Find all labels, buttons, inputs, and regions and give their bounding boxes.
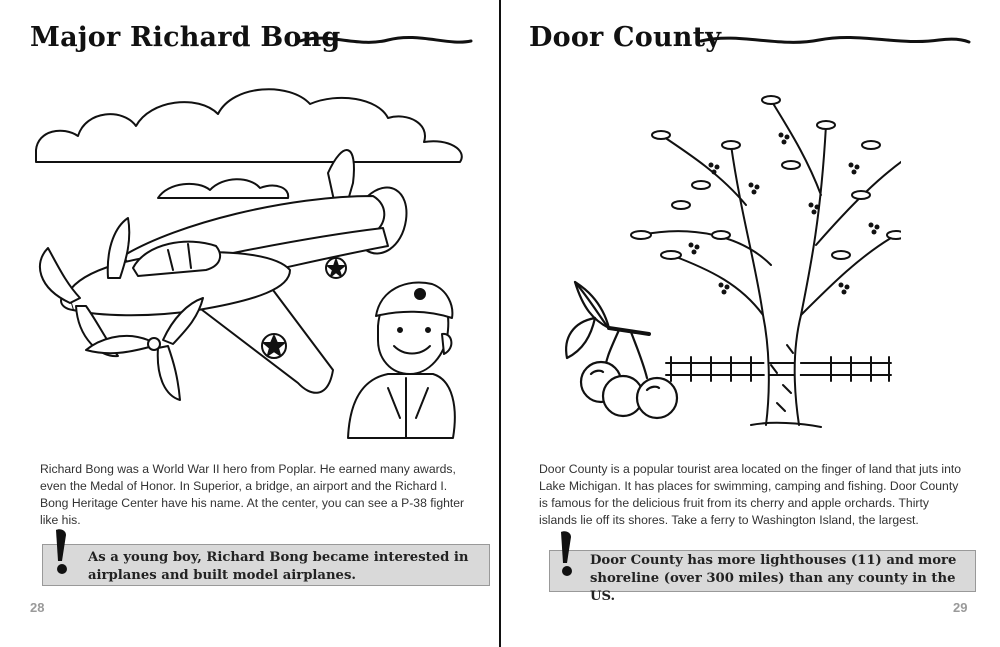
exclamation-icon — [48, 527, 84, 577]
p38-plane-illustration — [28, 78, 478, 443]
page-number-right: 29 — [953, 600, 968, 615]
left-page — [0, 0, 499, 647]
left-page-title: Major Richard Bong — [30, 22, 341, 53]
right-fact-text: Door County has more lighthouses (11) and more shoreline (over 300 miles) than any county in the US. — [590, 553, 957, 604]
title-squiggle — [298, 28, 473, 52]
left-body-text: Richard Bong was a World War II hero from Poplar. He earned many awards, even the Medal of Honor. In Superior, a bridge, an airport and the Richard I. Bong Heritage Center have his name. At the center, you can see a P-38 fighter like his. — [40, 462, 465, 527]
title-squiggle — [699, 28, 971, 52]
left-fact-text: As a young boy, Richard Bong became interested in airplanes and built model airplanes. — [88, 550, 469, 583]
right-body-text: Door County is a popular tourist area located on the finger of land that juts into Lake Michigan. It has places for swimming, camping and fishing. Door County is famous for the delicious fruit from its cherry and apple orchards. Thirty islands lie off its shores. Take a ferry to Washington Island, the largest. — [539, 462, 962, 527]
exclamation-icon — [553, 529, 589, 579]
page-number-left: 28 — [30, 600, 45, 615]
right-page — [501, 0, 1000, 647]
cherries-illustration — [561, 278, 691, 428]
right-page-title: Door County — [529, 22, 722, 53]
